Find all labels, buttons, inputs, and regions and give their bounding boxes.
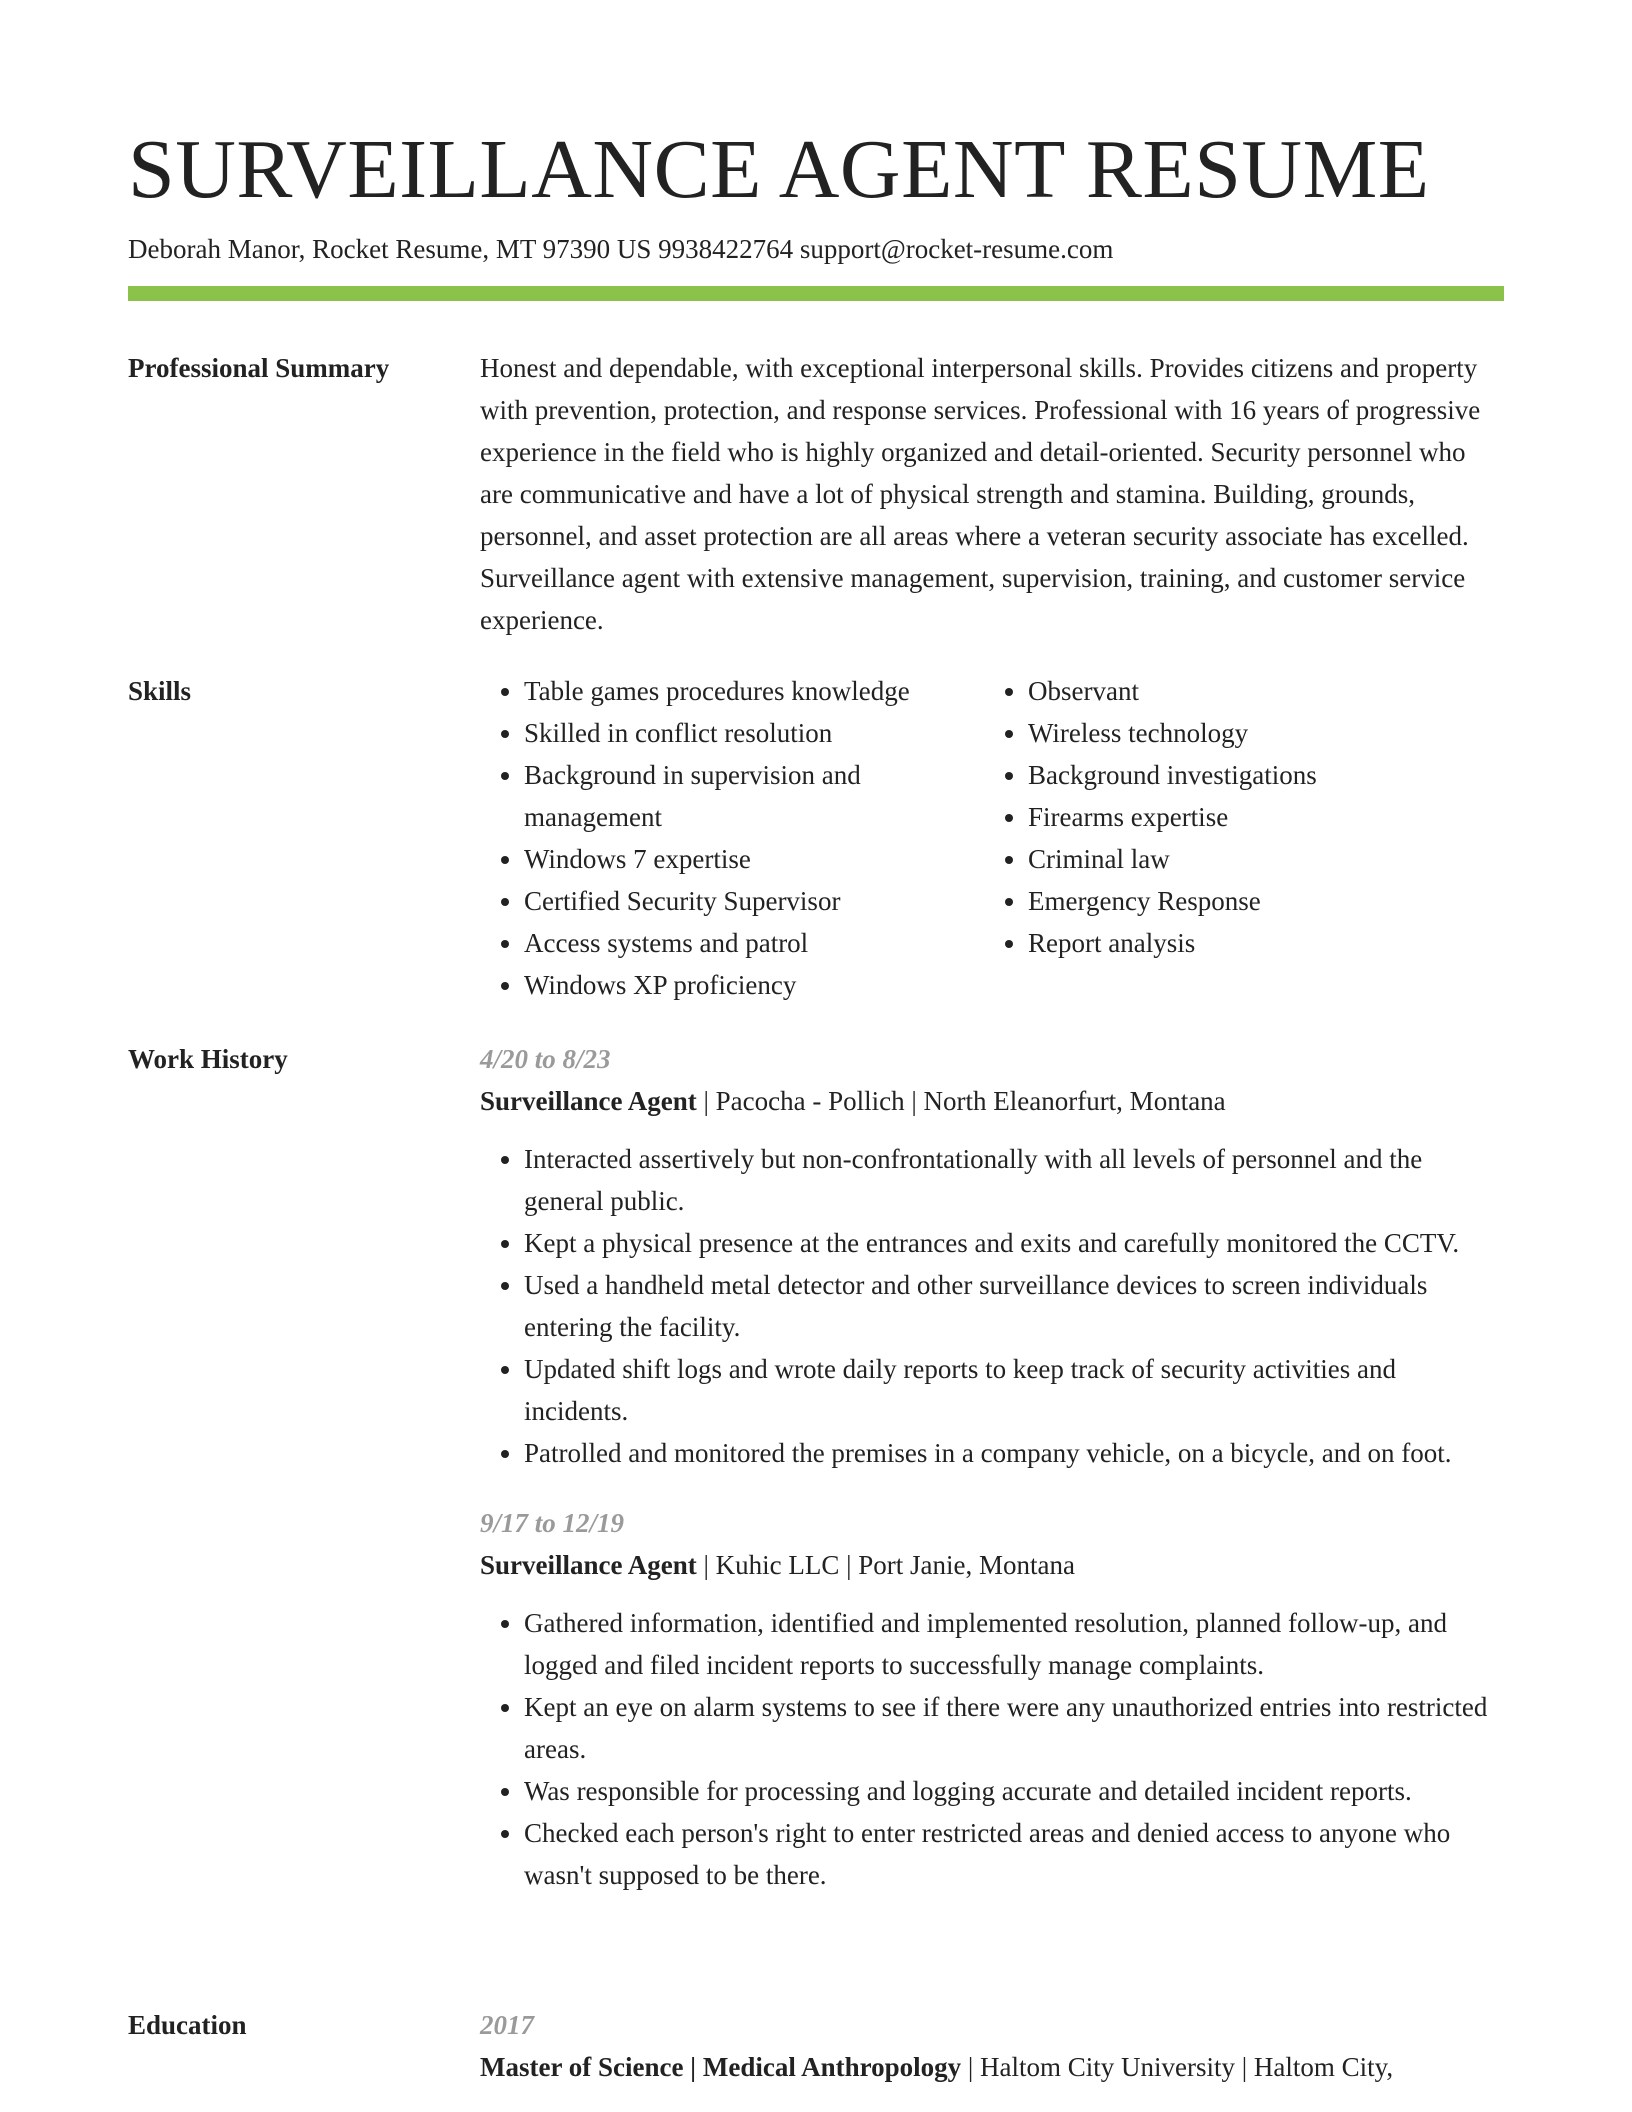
job-title: Surveillance Agent (480, 1086, 697, 1116)
job-title: Surveillance Agent (480, 1550, 697, 1580)
skill-item: • Certified Security Supervisor (524, 880, 984, 922)
summary-text: Honest and dependable, with exceptional interpersonal skills. Provides citizens and property with prevention, protection, and response services. Professional with 16 years of progressive experience in the field who is highly organized and detail-oriented. Security personnel who are communicative and have a lot of physical strength and stamina. Building, grounds, personnel, and asset protection are all areas where a veteran security associate has excelled. Surveillance agent with extensive management, supervision, training, and customer service experience. (480, 353, 1481, 635)
skills-column-right (984, 670, 1488, 1006)
skill-item: • Table games procedures knowledge (524, 670, 984, 712)
job-employer-location: | Kuhic LLC | Port Janie, Montana (696, 1550, 1076, 1580)
job-bullet: • Checked each person's right to enter restricted areas and denied access to anyone who wasn't supposed to be there. (524, 1812, 1504, 1896)
skill-item: • Windows XP proficiency (524, 964, 984, 1006)
education-heading: Education (128, 2010, 247, 2040)
education-body (480, 2004, 1504, 2104)
job-bullets (480, 1602, 1504, 1896)
skill-item: • Firearms expertise (1028, 796, 1488, 838)
job-heading (480, 1544, 1504, 1586)
skill-item: • Report analysis (1028, 922, 1488, 964)
job-bullet: • Interacted assertively but non-confrontationally with all levels of personnel and the general public. (524, 1138, 1504, 1222)
contact-line: Deborah Manor, Rocket Resume, MT 97390 US 9938422764 support@rocket-resume.com (128, 234, 1114, 264)
skill-item: • Criminal law (1028, 838, 1488, 880)
skill-item: • Windows 7 expertise (524, 838, 984, 880)
work-history-body (480, 1038, 1504, 1896)
job-bullets (480, 1138, 1504, 1474)
education-heading-line (480, 2046, 1504, 2088)
job-employer-location: | Pacocha - Pollich | North Eleanorfurt, Montana (696, 1086, 1226, 1116)
job-dates: 4/20 to 8/23 (480, 1044, 611, 1074)
skill-item: • Background investigations (1028, 754, 1488, 796)
education-degree: Master of Science | Medical Anthropology (480, 2052, 962, 2082)
job-entry (480, 1038, 1504, 1474)
education-year: 2017 (480, 2010, 534, 2040)
job-bullet: • Patrolled and monitored the premises in a company vehicle, on a bicycle, and on foot. (524, 1432, 1504, 1474)
job-heading (480, 1080, 1504, 1122)
skills-body (480, 670, 1504, 1006)
job-bullet: • Updated shift logs and wrote daily reports to keep track of security activities and incidents. (524, 1348, 1504, 1432)
job-bullet: • Kept a physical presence at the entrances and exits and carefully monitored the CCTV. (524, 1222, 1504, 1264)
skill-item: • Wireless technology (1028, 712, 1488, 754)
summary-body (480, 347, 1504, 641)
job-bullet: • Kept an eye on alarm systems to see if there were any unauthorized entries into restricted areas. (524, 1686, 1504, 1770)
skill-item: • Background in supervision and management (524, 754, 984, 838)
skill-item: • Access systems and patrol (524, 922, 984, 964)
skill-item: • Skilled in conflict resolution (524, 712, 984, 754)
job-bullet: • Used a handheld metal detector and other surveillance devices to screen individuals entering the facility. (524, 1264, 1504, 1348)
education-school-location: | Haltom City University | Haltom City, (961, 2052, 1394, 2082)
skill-item: • Observant (1028, 670, 1488, 712)
skills-heading: Skills (128, 676, 192, 706)
resume-title: SURVEILLANCE AGENT RESUME (128, 123, 1430, 216)
work-history-heading: Work History (128, 1044, 288, 1074)
job-entry (480, 1502, 1504, 1896)
job-bullet: • Was responsible for processing and logging accurate and detailed incident reports. (524, 1770, 1504, 1812)
skill-item: • Emergency Response (1028, 880, 1488, 922)
job-bullet: • Gathered information, identified and implemented resolution, planned follow-up, and logged and filed incident reports to successfully manage complaints. (524, 1602, 1504, 1686)
skills-column-left (480, 670, 984, 1006)
job-dates: 9/17 to 12/19 (480, 1508, 625, 1538)
accent-divider (128, 286, 1504, 301)
summary-heading: Professional Summary (128, 353, 390, 383)
